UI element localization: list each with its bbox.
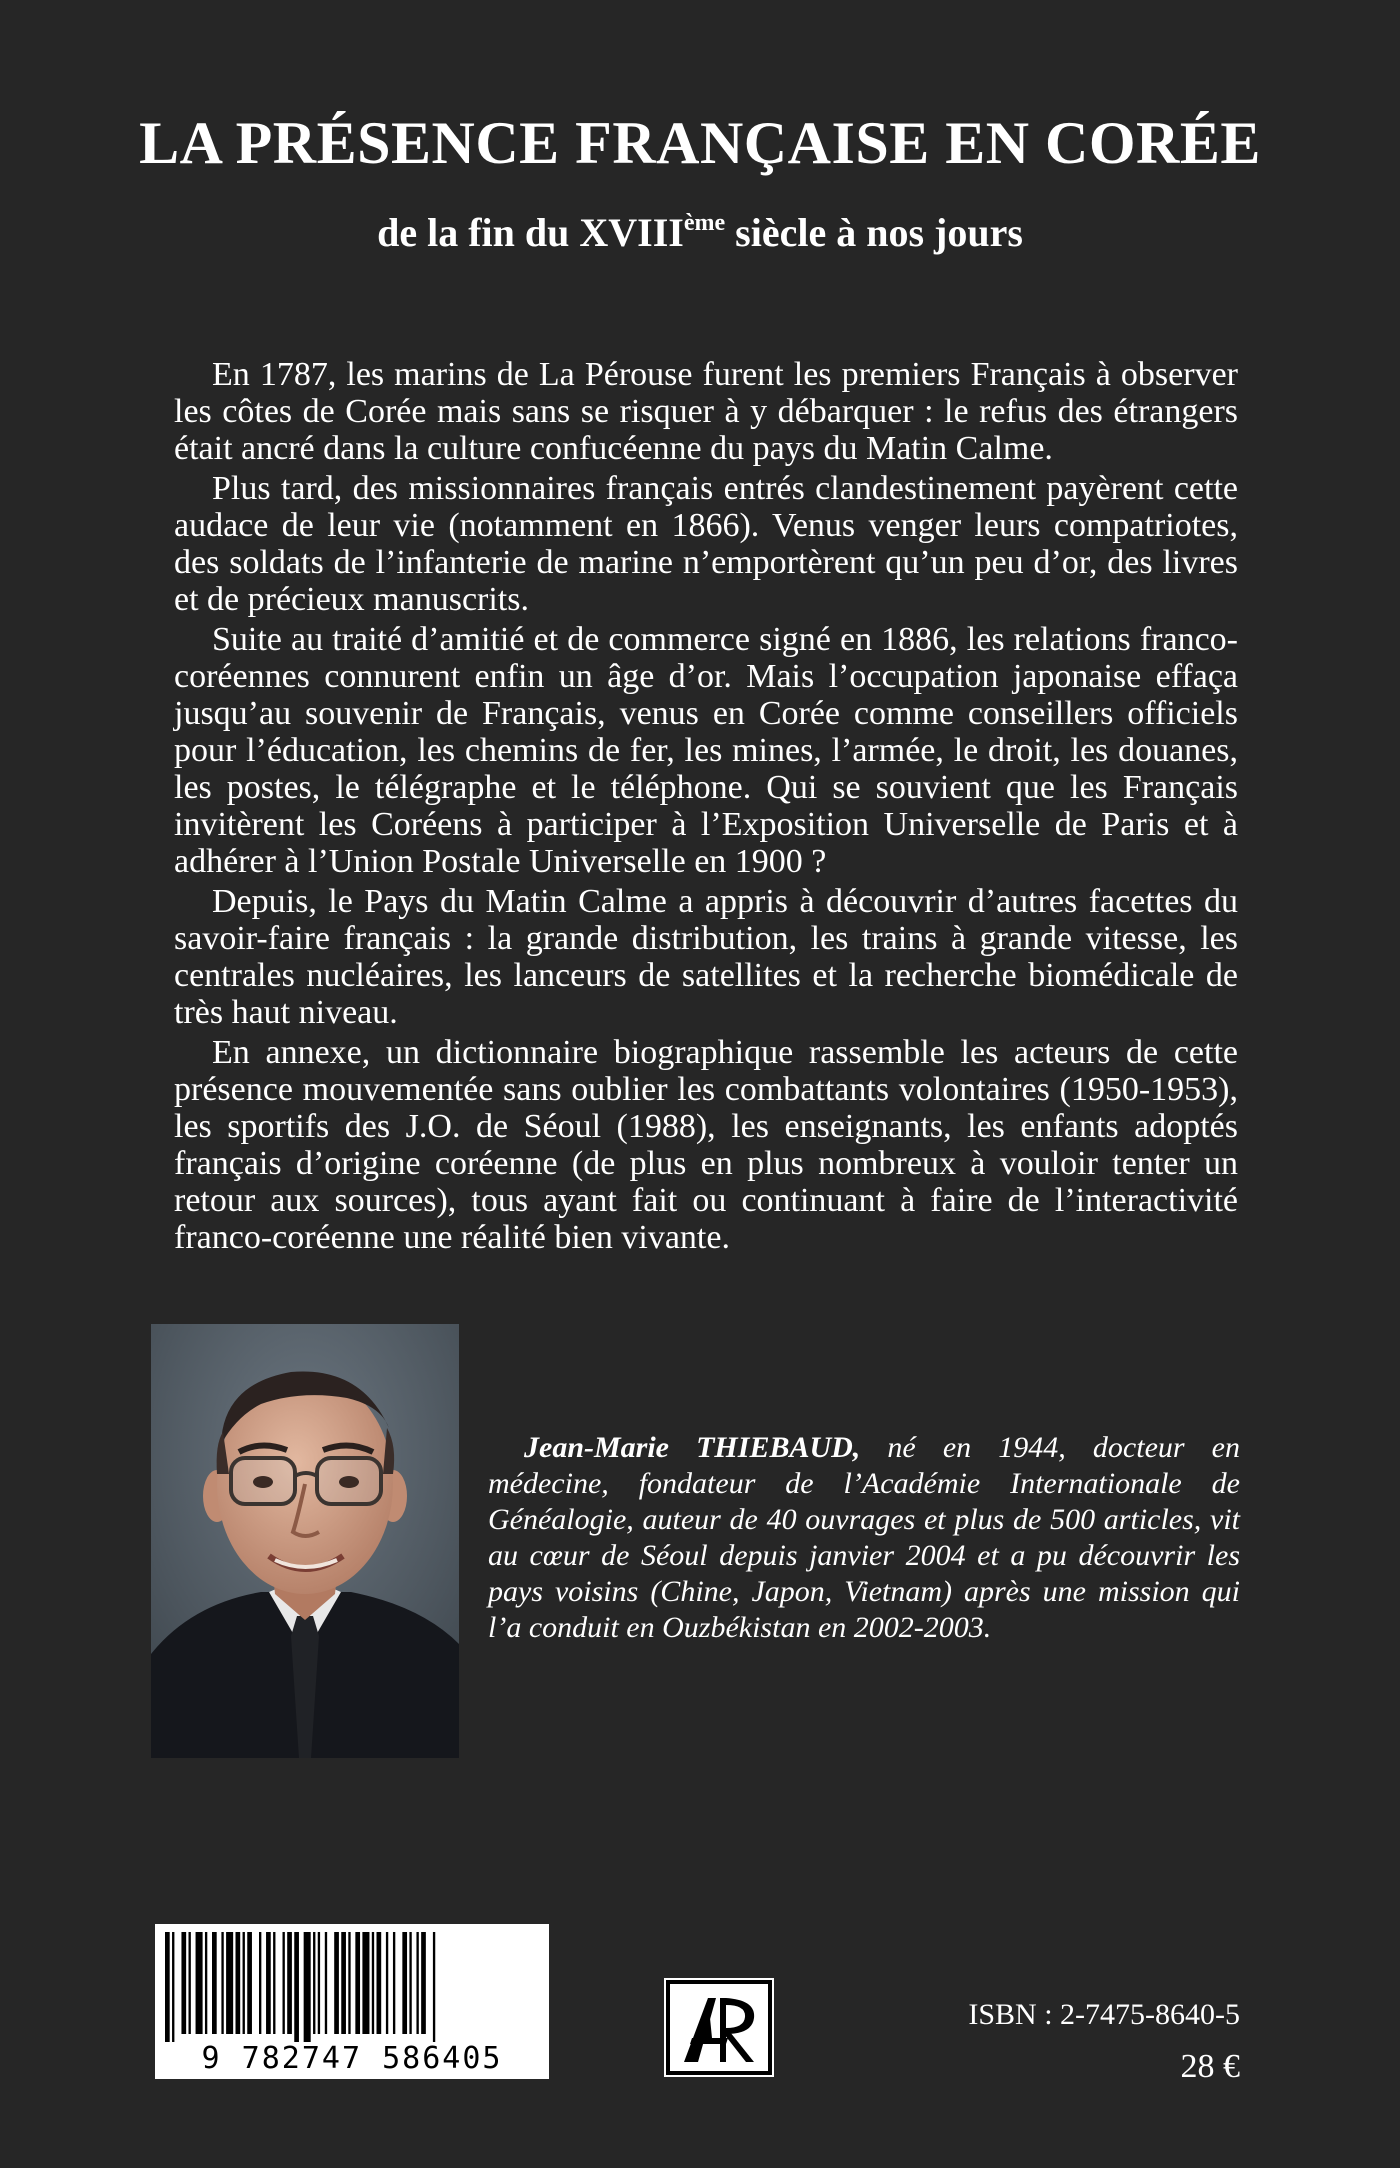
publisher-logo	[664, 1978, 774, 2077]
barcode-bars	[165, 1932, 539, 2042]
blurb-paragraph: Suite au traité d’amitié et de commerce signé en 1886, les relations franco-coréennes connurent enfin un âge d’or. Mais l’occupation japonaise effaça jusqu’au souvenir de Français, venus en Corée comme conseillers officiels pour l’éducation, les chemins de fer, les mines, l’armée, le droit, les douanes, les postes, le télégraphe et le téléphone. Qui se souvient que les Français invitèrent les Coréens à participer à l’Exposition Universelle de Paris et à adhérer à l’Union Postale Universelle en 1900 ?	[174, 621, 1238, 880]
book-subtitle	[0, 208, 1400, 258]
author-portrait-illustration	[151, 1324, 459, 1758]
blurb-paragraph: En 1787, les marins de La Pérouse furent les premiers Français à observer les côtes de Corée mais sans se risquer à y débarquer : le refus des étrangers était ancré dans la culture confucéenne du pays du Matin Calme.	[174, 356, 1238, 467]
blurb-text	[174, 356, 1238, 1259]
author-bio	[488, 1430, 1240, 1646]
subtitle-superscript: ème	[683, 210, 726, 236]
author-name: Jean-Marie THIEBAUD,	[524, 1431, 861, 1464]
subtitle-text-end: siècle à nos jours	[725, 210, 1023, 255]
barcode	[155, 1924, 549, 2079]
book-title: LA PRÉSENCE FRANÇAISE EN CORÉE	[139, 110, 1261, 176]
blurb-paragraph: En annexe, un dictionnaire biographique rassemble les acteurs de cette présence mouvementée sans oublier les combattants volontaires (1950-1953), les sportifs des J.O. de Séoul (1988), les enseignants, les enfants adoptés français d’origine coréenne (de plus en plus nombreux à vouloir tenter un retour aux sources), tous ayant fait ou continuant à faire de l’interactivité franco-coréenne une réalité bien vivante.	[174, 1034, 1238, 1256]
barcode-number: 9 782747 586405	[201, 2041, 503, 2076]
subtitle-text-start: de la fin du XVIII	[377, 210, 684, 255]
isbn: ISBN : 2-7475-8640-5	[968, 1998, 1240, 2031]
blurb-paragraph: Plus tard, des missionnaires français entrés clandestinement payèrent cette audace de leur vie (notamment en 1866). Venus venger leurs compatriotes, des soldats de l’infanterie de marine n’emportèrent qu’un peu d’or, des livres et de précieux manuscrits.	[174, 470, 1238, 618]
author-photo	[151, 1324, 459, 1758]
blurb-paragraph: Depuis, le Pays du Matin Calme a appris à découvrir d’autres facettes du savoir-faire français : la grande distribution, les trains à grande vitesse, les centrales nucléaires, les lanceurs de satellites et la recherche biomédicale de très haut niveau.	[174, 883, 1238, 1031]
publisher-logo-mark	[664, 1978, 774, 2077]
price: 28 €	[1180, 2048, 1240, 2085]
author-bio-text: né en 1944, docteur en médecine, fondateur de l’Académie Internationale de Généalogie, auteur de 40 ouvrages et plus de 500 articles, vit au cœur de Séoul depuis janvier 2004 et a pu découvrir les pays voisins (Chine, Japon, Vietnam) après une mission qui l’a conduit en Ouzbékistan en 2002-2003.	[488, 1431, 1240, 1644]
